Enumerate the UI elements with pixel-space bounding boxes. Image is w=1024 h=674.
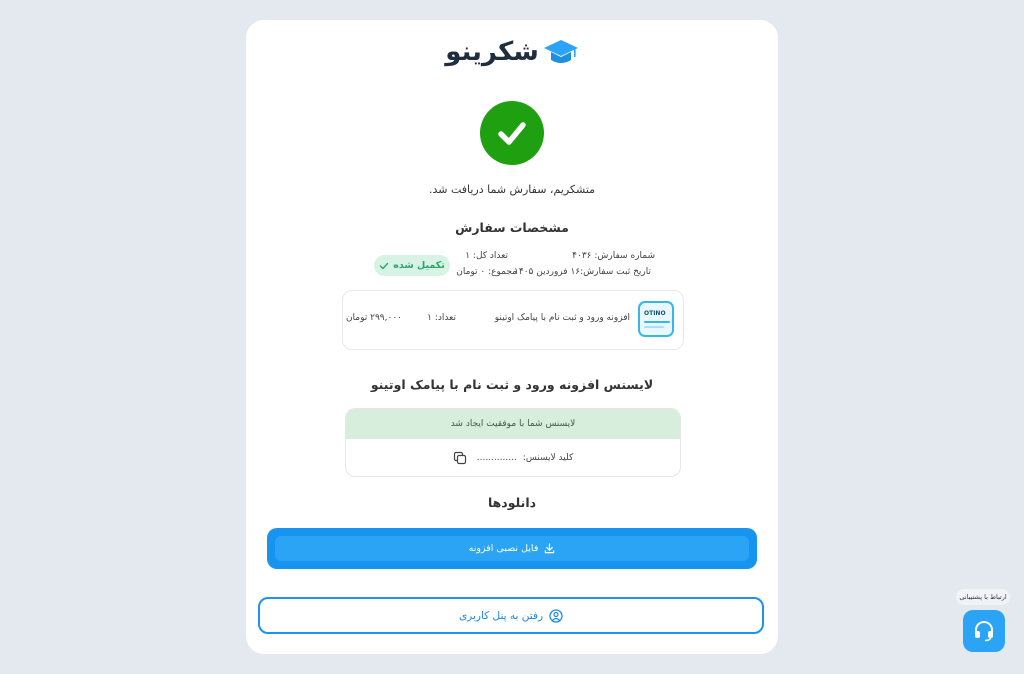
item-price: ۲۹۹,۰۰۰ تومان: [345, 313, 402, 323]
license-title: لایسنس افزونه ورود و ثبت نام با پیامک اوتینو: [370, 377, 654, 392]
download-icon: [544, 543, 555, 554]
license-key-value[interactable]: ..............: [476, 452, 517, 463]
license-box: [345, 408, 681, 477]
order-details-title: مشخصات سفارش: [455, 220, 569, 235]
headset-icon: [972, 619, 996, 643]
order-count: تعداد کل: ۱: [465, 251, 508, 261]
checkmark-icon: [492, 113, 532, 153]
order-number: شماره سفارش: ۴۰۳۶: [572, 251, 655, 261]
user-circle-icon: [549, 609, 563, 623]
download-file-button[interactable]: [275, 536, 749, 561]
support-button[interactable]: [963, 610, 1005, 652]
support-tooltip: ارتباط با پشتیبانی: [956, 589, 1010, 605]
thumb-line: [644, 326, 664, 328]
order-confirmation-card: [246, 20, 778, 654]
product-thumb-brand: OTINO: [644, 310, 666, 317]
download-file-label: فایل نصبی افزونه: [468, 543, 539, 554]
check-small-icon: [379, 261, 389, 271]
brand-name: شکرینو: [445, 37, 539, 67]
product-thumbnail[interactable]: [638, 301, 674, 337]
user-panel-button[interactable]: [258, 597, 764, 634]
order-total: مجموع: ۰ تومان: [456, 267, 517, 277]
confirmation-message: متشکریم، سفارش شما دریافت شد.: [428, 183, 596, 196]
item-name[interactable]: افزونه ورود و ثبت نام با پیامک اوتینو: [494, 313, 630, 323]
license-key-row: [346, 439, 680, 476]
graduation-cap-icon: [543, 37, 579, 67]
license-success-message: لایسنس شما با موفقیت ایجاد شد: [346, 409, 680, 439]
status-label: تکمیل شده: [393, 260, 445, 271]
download-panel: [267, 528, 757, 569]
order-item-row: [342, 290, 684, 350]
thumb-line: [644, 321, 670, 323]
user-panel-label: رفتن به پنل کاربری: [458, 609, 544, 622]
status-badge: [374, 255, 450, 276]
site-logo[interactable]: [246, 36, 778, 68]
success-check-badge: [480, 101, 544, 165]
downloads-title: دانلودها: [487, 495, 537, 510]
license-key-label: کلید لایسنس:: [522, 452, 574, 463]
item-quantity: تعداد: ۱: [427, 313, 456, 323]
copy-icon[interactable]: [453, 451, 467, 465]
order-date: تاریخ ثبت سفارش:۱۶ فروردین ۱۴۰۵: [514, 267, 651, 277]
